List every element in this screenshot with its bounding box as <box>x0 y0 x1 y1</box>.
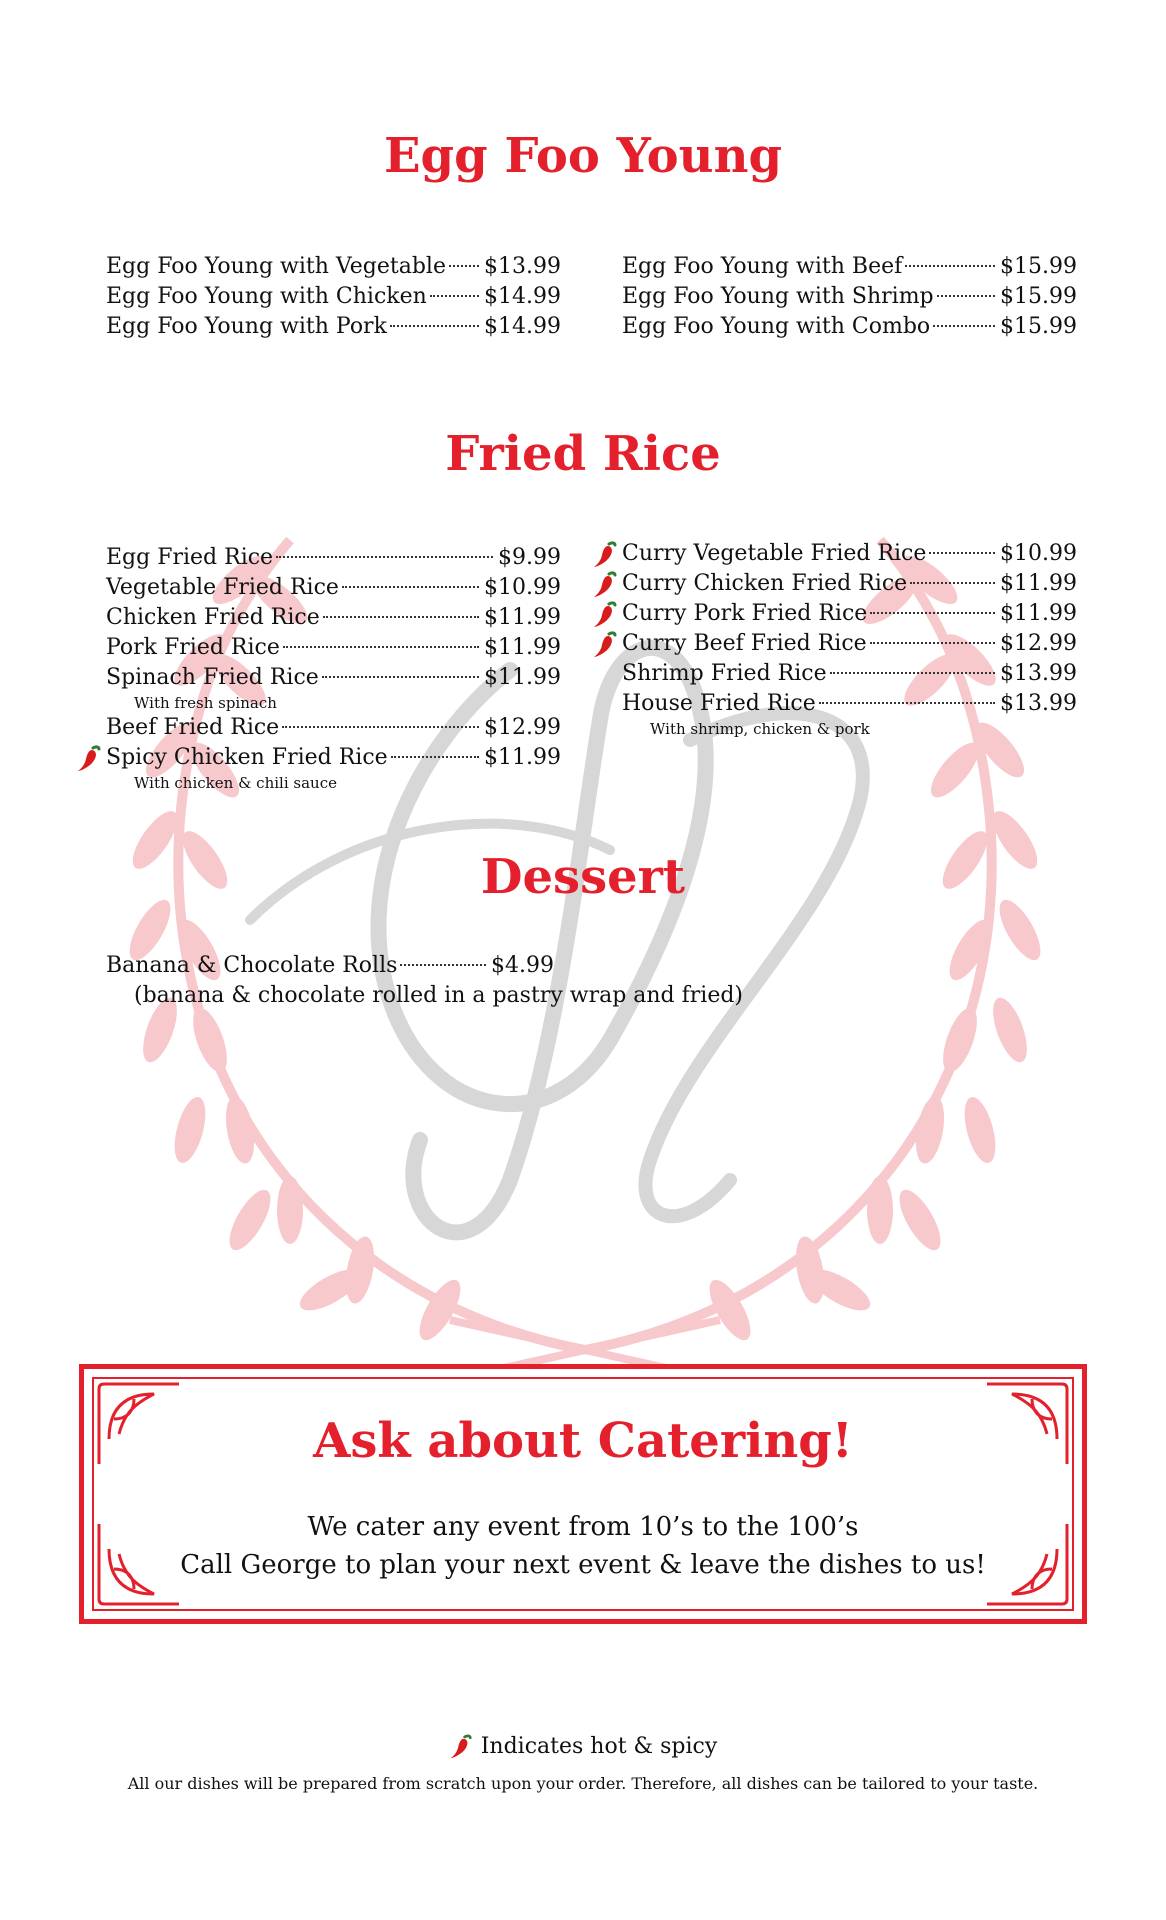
menu-item-price: $14.99 <box>484 284 561 309</box>
menu-item <box>106 573 561 603</box>
menu-item-name: Curry Beef Fried Rice <box>622 631 867 656</box>
egg-foo-young-right-column <box>622 252 1077 342</box>
section-title-dessert: Dessert <box>480 849 686 905</box>
menu-item-price: $15.99 <box>1000 314 1077 339</box>
menu-item <box>106 743 561 793</box>
menu-item <box>106 603 561 633</box>
menu-item-price: $11.99 <box>484 635 561 660</box>
dotted-leader <box>322 676 479 678</box>
menu-item-price: $12.99 <box>1000 631 1077 656</box>
menu-item-price: $13.99 <box>484 254 561 279</box>
menu-item-name: Egg Foo Young with Chicken <box>106 284 427 309</box>
menu-item <box>622 539 1077 569</box>
menu-item-price: $11.99 <box>484 665 561 690</box>
menu-item <box>622 569 1077 599</box>
menu-item-name: Egg Foo Young with Vegetable <box>106 254 446 279</box>
fried-rice-right-column <box>622 539 1077 739</box>
menu-item <box>622 689 1077 739</box>
menu-item-price: $10.99 <box>1000 541 1077 566</box>
chili-pepper-icon <box>592 541 618 569</box>
menu-item-price: $11.99 <box>484 605 561 630</box>
menu-item-price: $13.99 <box>1000 661 1077 686</box>
menu-item-price: $11.99 <box>1000 571 1077 596</box>
section-title-fried-rice: Fried Rice <box>445 426 721 482</box>
menu-item-name: Egg Foo Young with Pork <box>106 314 387 339</box>
chili-pepper-icon <box>76 745 102 773</box>
spicy-legend <box>0 1733 1166 1761</box>
menu-item-name: Egg Foo Young with Shrimp <box>622 284 934 309</box>
menu-item <box>106 312 561 342</box>
dessert-item <box>106 951 554 981</box>
catering-title: Ask about Catering! <box>313 1413 853 1469</box>
dotted-leader <box>391 756 479 758</box>
dotted-leader <box>929 552 995 554</box>
menu-item <box>622 312 1077 342</box>
menu-item-price: $15.99 <box>1000 254 1077 279</box>
menu-item-price: $13.99 <box>1000 691 1077 716</box>
dessert-item-name: Banana & Chocolate Rolls <box>106 953 398 978</box>
menu-item <box>106 633 561 663</box>
menu-item-name: Spinach Fried Rice <box>106 665 319 690</box>
catering-line-1: We cater any event from 10’s to the 100’s <box>307 1512 859 1542</box>
dotted-leader <box>430 295 479 297</box>
menu-item-name: Egg Foo Young with Beef <box>622 254 903 279</box>
dotted-leader <box>276 556 493 558</box>
dotted-leader <box>933 325 995 327</box>
menu-item-note: With fresh spinach <box>134 694 277 712</box>
dotted-leader <box>400 964 486 966</box>
menu-item-note: With shrimp, chicken & pork <box>650 720 870 738</box>
menu-item <box>622 282 1077 312</box>
menu-item-name: Vegetable Fried Rice <box>106 575 339 600</box>
menu-item-name: House Fried Rice <box>622 691 816 716</box>
fried-rice-left-column <box>106 543 561 793</box>
dotted-leader <box>449 265 479 267</box>
dotted-leader <box>282 726 479 728</box>
footer-note: All our dishes will be prepared from scratch upon your order. Therefore, all dishes can be tailored to your taste. <box>127 1774 1039 1793</box>
menu-item <box>106 713 561 743</box>
menu-item-price: $10.99 <box>484 575 561 600</box>
menu-item-note: With chicken & chili sauce <box>134 774 337 792</box>
chili-pepper-icon <box>592 571 618 599</box>
dotted-leader <box>342 586 479 588</box>
catering-line-2: Call George to plan your next event & leave the dishes to us! <box>180 1550 986 1580</box>
dotted-leader <box>819 702 995 704</box>
menu-item-name: Curry Vegetable Fried Rice <box>622 541 927 566</box>
menu-item <box>106 282 561 312</box>
catering-box <box>79 1364 1087 1624</box>
menu-item-name: Curry Pork Fried Rice <box>622 601 868 626</box>
menu-item <box>622 629 1077 659</box>
dotted-leader <box>937 295 995 297</box>
dotted-leader <box>390 325 479 327</box>
egg-foo-young-left-column <box>106 252 561 342</box>
chili-pepper-icon <box>592 631 618 659</box>
spicy-legend-text: Indicates hot & spicy <box>480 1734 718 1759</box>
menu-item-name: Egg Foo Young with Combo <box>622 314 931 339</box>
dotted-leader <box>870 612 995 614</box>
menu-item-name: Pork Fried Rice <box>106 635 280 660</box>
dotted-leader <box>910 582 995 584</box>
chili-pepper-icon <box>592 601 618 629</box>
dessert-description: (banana & chocolate rolled in a pastry wrap and fried) <box>134 983 744 1008</box>
dotted-leader <box>830 672 995 674</box>
menu-item-price: $9.99 <box>498 545 561 570</box>
menu-item <box>106 663 561 713</box>
menu-item-name: Egg Fried Rice <box>106 545 274 570</box>
menu-item-name: Curry Chicken Fried Rice <box>622 571 908 596</box>
menu-item <box>622 252 1077 282</box>
dessert-item-price: $4.99 <box>491 953 554 978</box>
menu-item-name: Spicy Chicken Fried Rice <box>106 745 388 770</box>
menu-item <box>106 252 561 282</box>
menu-item <box>106 543 561 573</box>
menu-item-price: $11.99 <box>484 745 561 770</box>
dotted-leader <box>323 616 479 618</box>
dotted-leader <box>283 646 479 648</box>
menu-item-price: $11.99 <box>1000 601 1077 626</box>
menu-item-price: $14.99 <box>484 314 561 339</box>
menu-item <box>622 659 1077 689</box>
dotted-leader <box>870 642 995 644</box>
dotted-leader <box>905 265 995 267</box>
menu-item-price: $15.99 <box>1000 284 1077 309</box>
section-title-egg-foo-young: Egg Foo Young <box>383 128 783 184</box>
menu-item <box>622 599 1077 629</box>
menu-item-name: Chicken Fried Rice <box>106 605 320 630</box>
menu-item-name: Beef Fried Rice <box>106 715 280 740</box>
chili-pepper-icon <box>449 1733 473 1761</box>
menu-item-price: $12.99 <box>484 715 561 740</box>
menu-item-name: Shrimp Fried Rice <box>622 661 827 686</box>
